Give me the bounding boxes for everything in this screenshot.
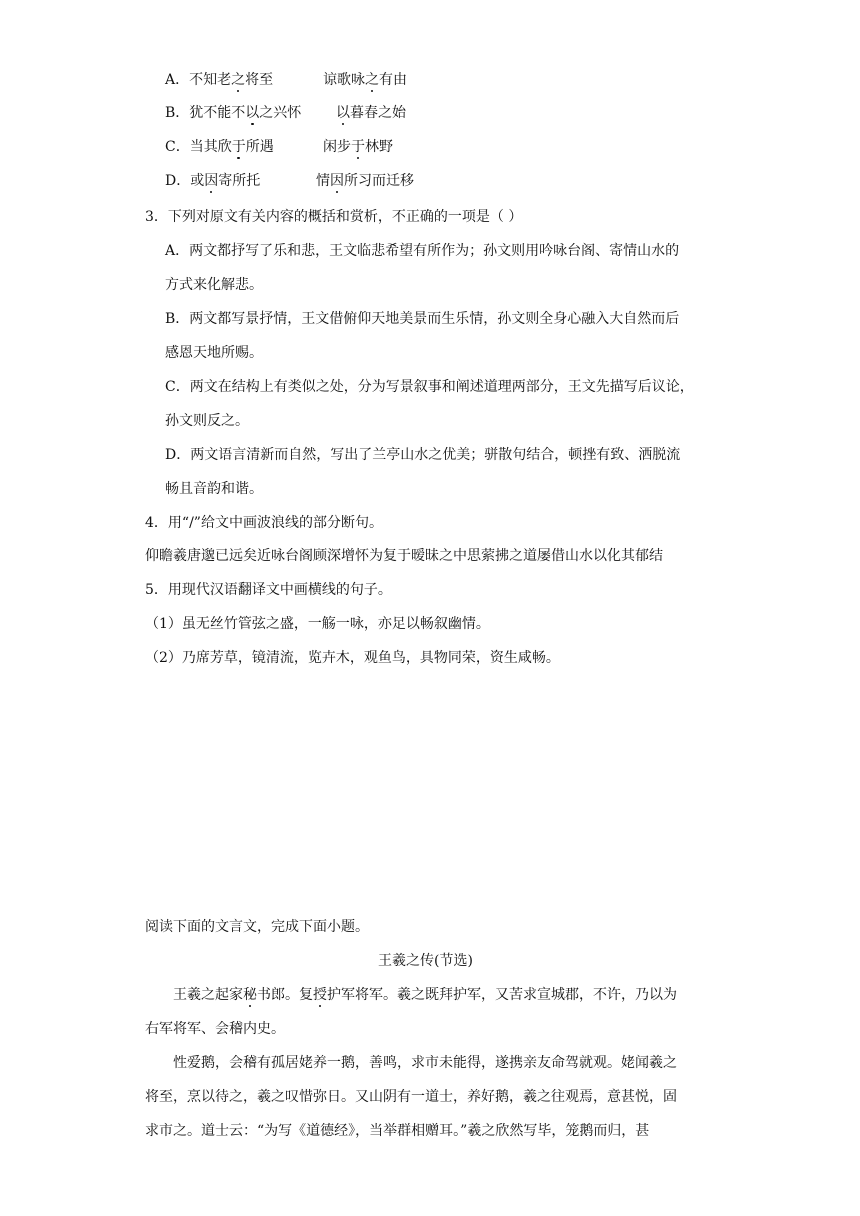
emphasized-char: 授 (313, 987, 327, 1003)
emphasized-char: 以 (336, 105, 350, 121)
q3-option-b-line2: 感恩天地所赐。 (165, 345, 263, 361)
q3-option-a-line1: A．两文都抒写了乐和悲，王文临悲希望有所作为；孙文则用吟咏台阁、寄情山水的 (165, 243, 680, 259)
emphasized-char: 秘 (243, 987, 257, 1003)
passage-p2-line2: 将至，烹以待之，羲之叹惜弥日。又山阴有一道士，养好鹅，羲之往观焉，意甚悦，固 (145, 1089, 677, 1105)
passage-p1-line2: 右军将军、会稽内史。 (145, 1021, 285, 1037)
emphasized-char: 以 (245, 105, 260, 121)
passage-intro: 阅读下面的文言文，完成下面小题。 (145, 919, 369, 935)
option-c-second: 闲步于林野 (323, 139, 393, 155)
emphasized-char: 因 (330, 173, 344, 189)
option-label: C． (165, 139, 190, 155)
option-a-second: 谅歌咏之有由 (323, 72, 407, 88)
question-4-text: 仰瞻羲唐邈已远矣近咏台阁顾深增怀为复于暧昧之中思萦拂之道屡借山水以化其郁结 (145, 548, 663, 564)
emphasized-char: 于 (231, 139, 246, 155)
option-d-second: 情因所习而迁移 (316, 173, 414, 189)
passage-p1-line1: 王羲之起家秘书郎。复授护军将军。羲之既拜护军，又苦求宣城郡，不许，乃以为 (173, 987, 677, 1003)
option-d: D．或因寄所托 (165, 173, 261, 189)
emphasized-char: 于 (351, 139, 365, 155)
question-3-stem: 3．下列对原文有关内容的概括和赏析，不正确的一项是（ ） (145, 209, 523, 225)
q3-option-d-line2: 畅且音韵和谐。 (165, 481, 263, 497)
passage-p2-line1: 性爱鹅，会稽有孤居姥养一鹅，善鸣，求市未能得，遂携亲友命驾就观。姥闻羲之 (173, 1055, 677, 1071)
emphasized-char: 之 (365, 72, 379, 88)
option-b: B．犹不能不以之兴怀 (165, 105, 302, 121)
emphasized-char: 因 (204, 173, 219, 189)
question-4-stem: 4．用“/”给文中画波浪线的部分断句。 (145, 515, 383, 531)
question-5-sentence-2: （2）乃席芳草，镜清流，览卉木，观鱼鸟，具物同荣，资生咸畅。 (145, 650, 560, 666)
passage-p2-line3: 求市之。道士云：“为写《道德经》，当举群相赠耳。”羲之欣然写毕，笼鹅而归，甚 (145, 1123, 650, 1139)
q3-option-b-line1: B．两文都写景抒情，王文借俯仰天地美景而生乐情，孙文则全身心融入大自然而后 (165, 311, 680, 327)
option-label: A． (165, 72, 190, 88)
option-b-second: 以暮春之始 (336, 105, 406, 121)
question-5-sentence-1: （1）虽无丝竹管弦之盛，一觞一咏，亦足以畅叙幽情。 (145, 616, 490, 632)
q3-option-d-line1: D．两文语言清新而自然，写出了兰亭山水之优美；骈散句结合，顿挫有致、洒脱流 (165, 447, 681, 463)
option-label: B． (165, 105, 190, 121)
passage-title: 王羲之传(节选) (378, 953, 473, 969)
option-a: A．不知老之将至 (165, 72, 274, 88)
q3-option-c-line2: 孙文则反之。 (165, 413, 249, 429)
option-c: C．当其欣于所遇 (165, 139, 274, 155)
option-label: D． (165, 173, 191, 189)
emphasized-char: 之 (231, 72, 246, 88)
q3-option-c-line1: C．两文在结构上有类似之处，分为写景叙事和阐述道理两部分，王文先描写后议论， (165, 379, 694, 395)
question-5-stem: 5．用现代汉语翻译文中画横线的句子。 (145, 582, 392, 598)
q3-option-a-line2: 方式来化解悲。 (165, 277, 263, 293)
